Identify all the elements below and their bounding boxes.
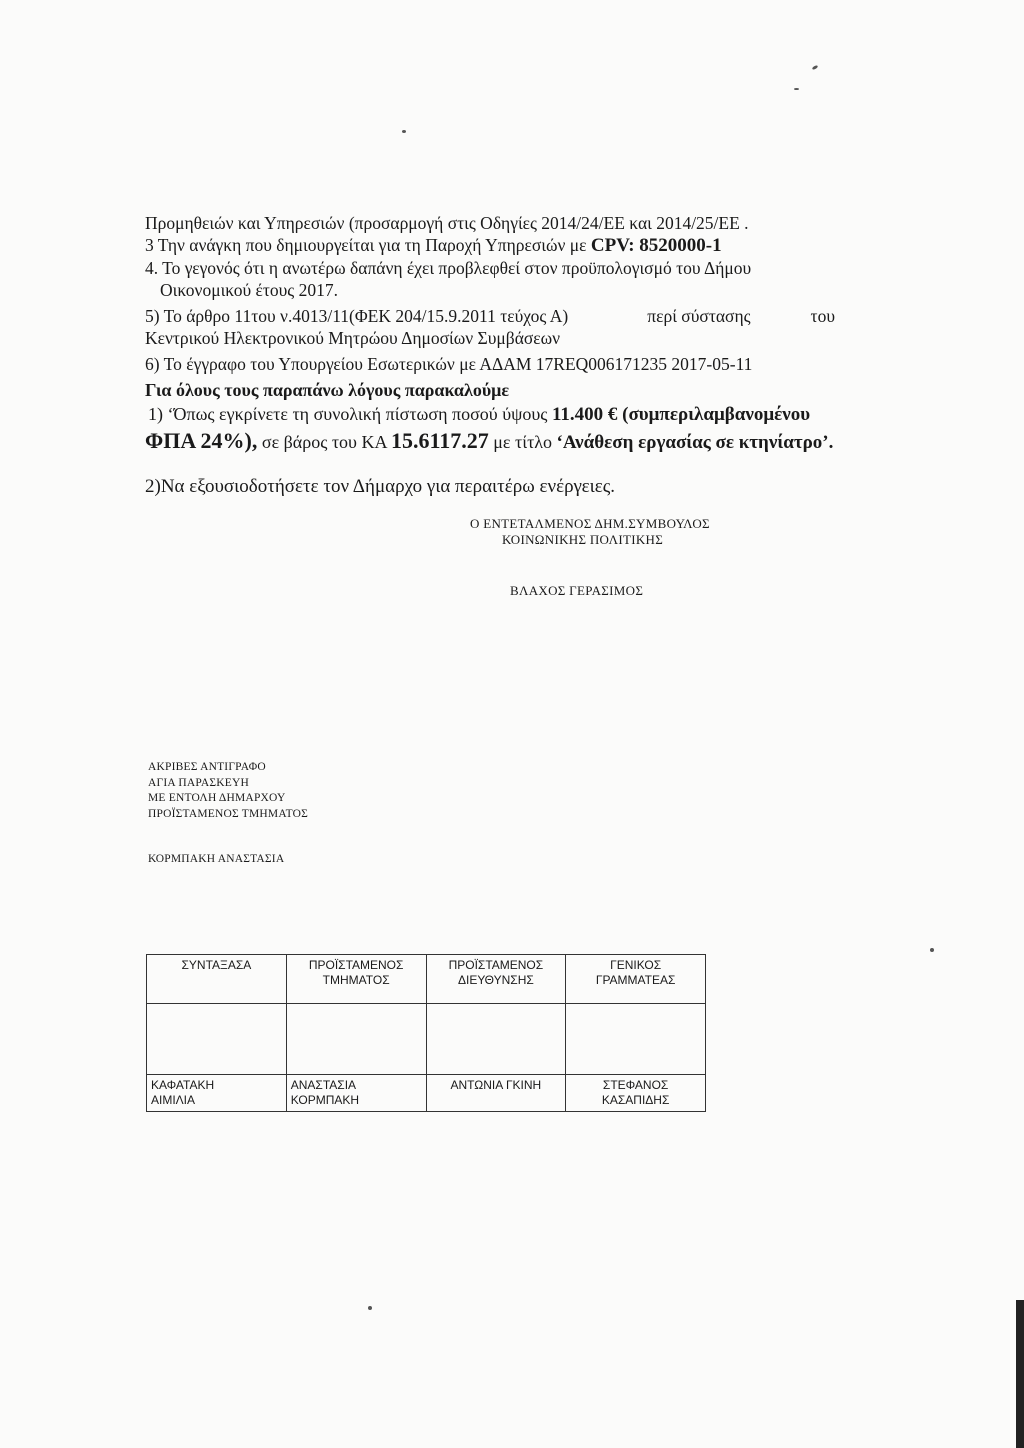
- signature-cell: [426, 1004, 566, 1075]
- signature-cell: [147, 1004, 287, 1075]
- scan-speck: [930, 948, 934, 952]
- request-item-1: 1) ‘Όπως εγκρίνετε τη συνολική πίστωση ποσού ύψους 11.400 € (συμπεριλαμβανομένου: [148, 404, 811, 425]
- text-line: 3 Την ανάγκη που δημιουργείται για τη Παροχή Υπηρεσιών με CPV: 8520000-1: [145, 235, 722, 256]
- considerations-list: [145, 212, 835, 375]
- request-heading: Για όλους τους παραπάνω λόγους παρακαλούμε: [145, 380, 510, 400]
- text-line: Οικονομικού έτους 2017.: [160, 280, 338, 300]
- signer-role-line-2: ΚΟΙΝΩΝΙΚΗΣ ΠΟΛΙΤΙΚΗΣ: [502, 532, 664, 547]
- scan-edge: [1016, 1300, 1024, 1448]
- assignment-title: ‘Ανάθεση εργασίας σε κτηνίατρο’.: [556, 432, 834, 453]
- scan-speck: [794, 88, 799, 90]
- signature-cell: [566, 1004, 706, 1075]
- request-section: [145, 378, 865, 499]
- amount: 11.400 € (συμπεριλαμβανομένου: [551, 404, 811, 425]
- text-line: 5) Το άρθρο 11του ν.4013/11(ΦΕΚ 204/15.9.2011 τεύχος Α) περί σύστασης του: [145, 306, 835, 326]
- table-row: [147, 1075, 706, 1112]
- scan-speck: [812, 65, 819, 71]
- request-item-2: 2)Να εξουσιοδοτήσετε τον Δήμαρχο για περαιτέρω ενέργειες.: [145, 476, 615, 497]
- table-cell: ΚΑΦΑΤΑΚΗ ΑΙΜΙΛΙΑ: [147, 1075, 287, 1112]
- copy-line: ΜΕ ΕΝΤΟΛΗ ΔΗΜΑΡΧΟΥ: [148, 792, 286, 804]
- copy-line: ΑΚΡΙΒΕΣ ΑΝΤΙΓΡΑΦΟ: [148, 761, 266, 773]
- table-row: [147, 955, 706, 1004]
- scan-speck: [402, 130, 406, 133]
- table-cell: ΣΤΕΦΑΝΟΣ ΚΑΣΑΠΙΔΗΣ: [566, 1075, 706, 1112]
- text-line: Κεντρικού Ηλεκτρονικού Μητρώου Δημοσίων Συμβάσεων: [145, 328, 561, 348]
- text-line: Προμηθειών και Υπηρεσιών (προσαρμογή στις Οδηγίες 2014/24/ΕΕ και 2014/25/ΕΕ .: [145, 213, 749, 233]
- table-row: [147, 1004, 706, 1075]
- signature-cell: [286, 1004, 426, 1075]
- vat: ΦΠΑ 24%),: [145, 428, 258, 453]
- copy-line: ΑΓΙΑ ΠΑΡΑΣΚΕΥΗ: [148, 776, 250, 789]
- certified-copy-block: [148, 760, 308, 822]
- table-cell: ΑΝΑΣΤΑΣΙΑ ΚΟΡΜΠΑΚΗ: [286, 1075, 426, 1112]
- text-line: 4. Το γεγονός ότι η ανωτέρω δαπάνη έχει προβλεφθεί στον προϋπολογισμό του Δήμου: [145, 258, 752, 278]
- signatures-table: [146, 954, 706, 1112]
- text-line: 6) Το έγγραφο του Υπουργείου Εσωτερικών με ΑΔΑΜ 17REQ006171235 2017-05-11: [145, 354, 753, 374]
- cpv-code: CPV: 8520000-1: [590, 235, 722, 256]
- signer-name: ΒΛΑΧΟΣ ΓΕΡΑΣΙΜΟΣ: [510, 583, 644, 598]
- signer-role-line-1: Ο ΕΝΤΕΤΑΛΜΕΝΟΣ ΔΗΜ.ΣΥΜΒΟΥΛΟΣ: [470, 516, 710, 531]
- table-cell: ΠΡΟΪΣΤΑΜΕΝΟΣ ΤΜΗΜΑΤΟΣ: [286, 955, 426, 1004]
- scan-speck: [368, 1306, 372, 1310]
- copy-line: ΠΡΟΪΣΤΑΜΕΝΟΣ ΤΜΗΜΑΤΟΣ: [148, 807, 308, 820]
- table-cell: ΠΡΟΪΣΤΑΜΕΝΟΣ ΔΙΕΥΘΥΝΣΗΣ: [426, 955, 566, 1004]
- table-cell: ΓΕΝΙΚΟΣ ΓΡΑΜΜΑΤΕΑΣ: [566, 955, 706, 1004]
- copy-signer-name: ΚΟΡΜΠΑΚΗ ΑΝΑΣΤΑΣΙΑ: [148, 853, 285, 865]
- table-cell: ΣΥΝΤΑΞΑΣΑ: [147, 955, 287, 1004]
- table-cell: ΑΝΤΩΝΙΑ ΓΚΙΝΗ: [426, 1075, 566, 1112]
- budget-code: 15.6117.27: [390, 428, 489, 453]
- request-item-1-cont: ΦΠΑ 24%), σε βάρος του ΚΑ 15.6117.27 με τίτλο ‘Ανάθεση εργασίας σε κτηνίατρο’.: [145, 428, 834, 453]
